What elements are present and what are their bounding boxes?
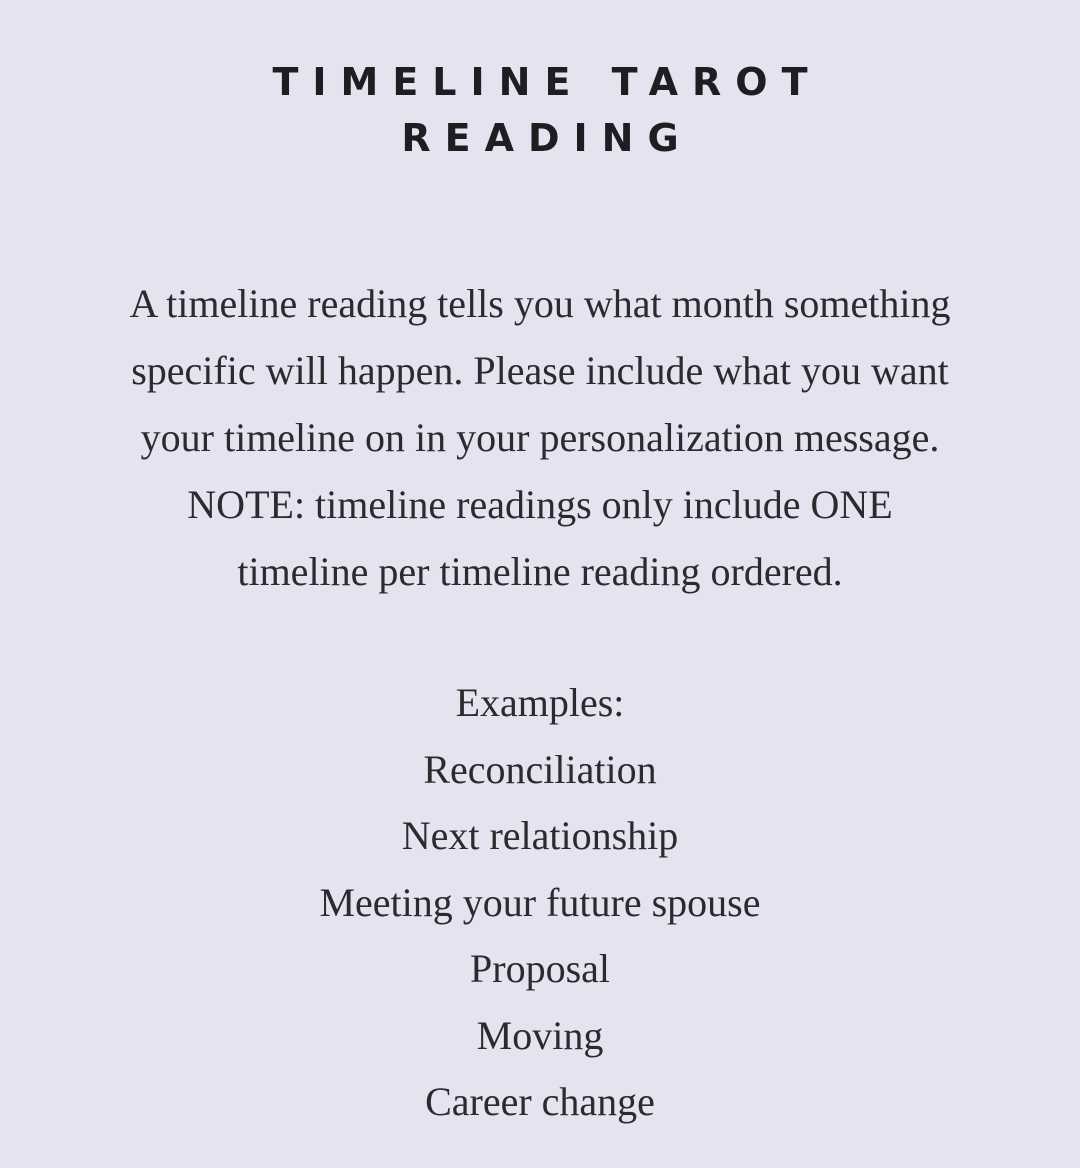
example-item: Moving [476, 1012, 604, 1058]
examples-list [0, 670, 1080, 1136]
page-title [0, 54, 1080, 166]
example-item: Meeting your future spouse [319, 879, 761, 925]
description-line: A timeline reading tells you what month something [129, 281, 951, 326]
description-line: NOTE: timeline readings only include ONE [187, 482, 893, 527]
example-item: Career change [425, 1079, 655, 1124]
examples-heading: Examples: [455, 680, 625, 725]
description-line: specific will happen. Please include what you want [131, 348, 949, 393]
description-line: timeline per timeline reading ordered. [237, 549, 843, 594]
example-item: Proposal [470, 946, 610, 991]
description-paragraph [0, 270, 1080, 605]
title-line-2: READING [401, 116, 693, 160]
example-item: Reconciliation [423, 746, 657, 792]
description-line: your timeline on in your personalization message. [140, 415, 940, 460]
example-item: Next relationship [401, 813, 679, 858]
title-line-1: TIMELINE TAROT [272, 60, 822, 104]
